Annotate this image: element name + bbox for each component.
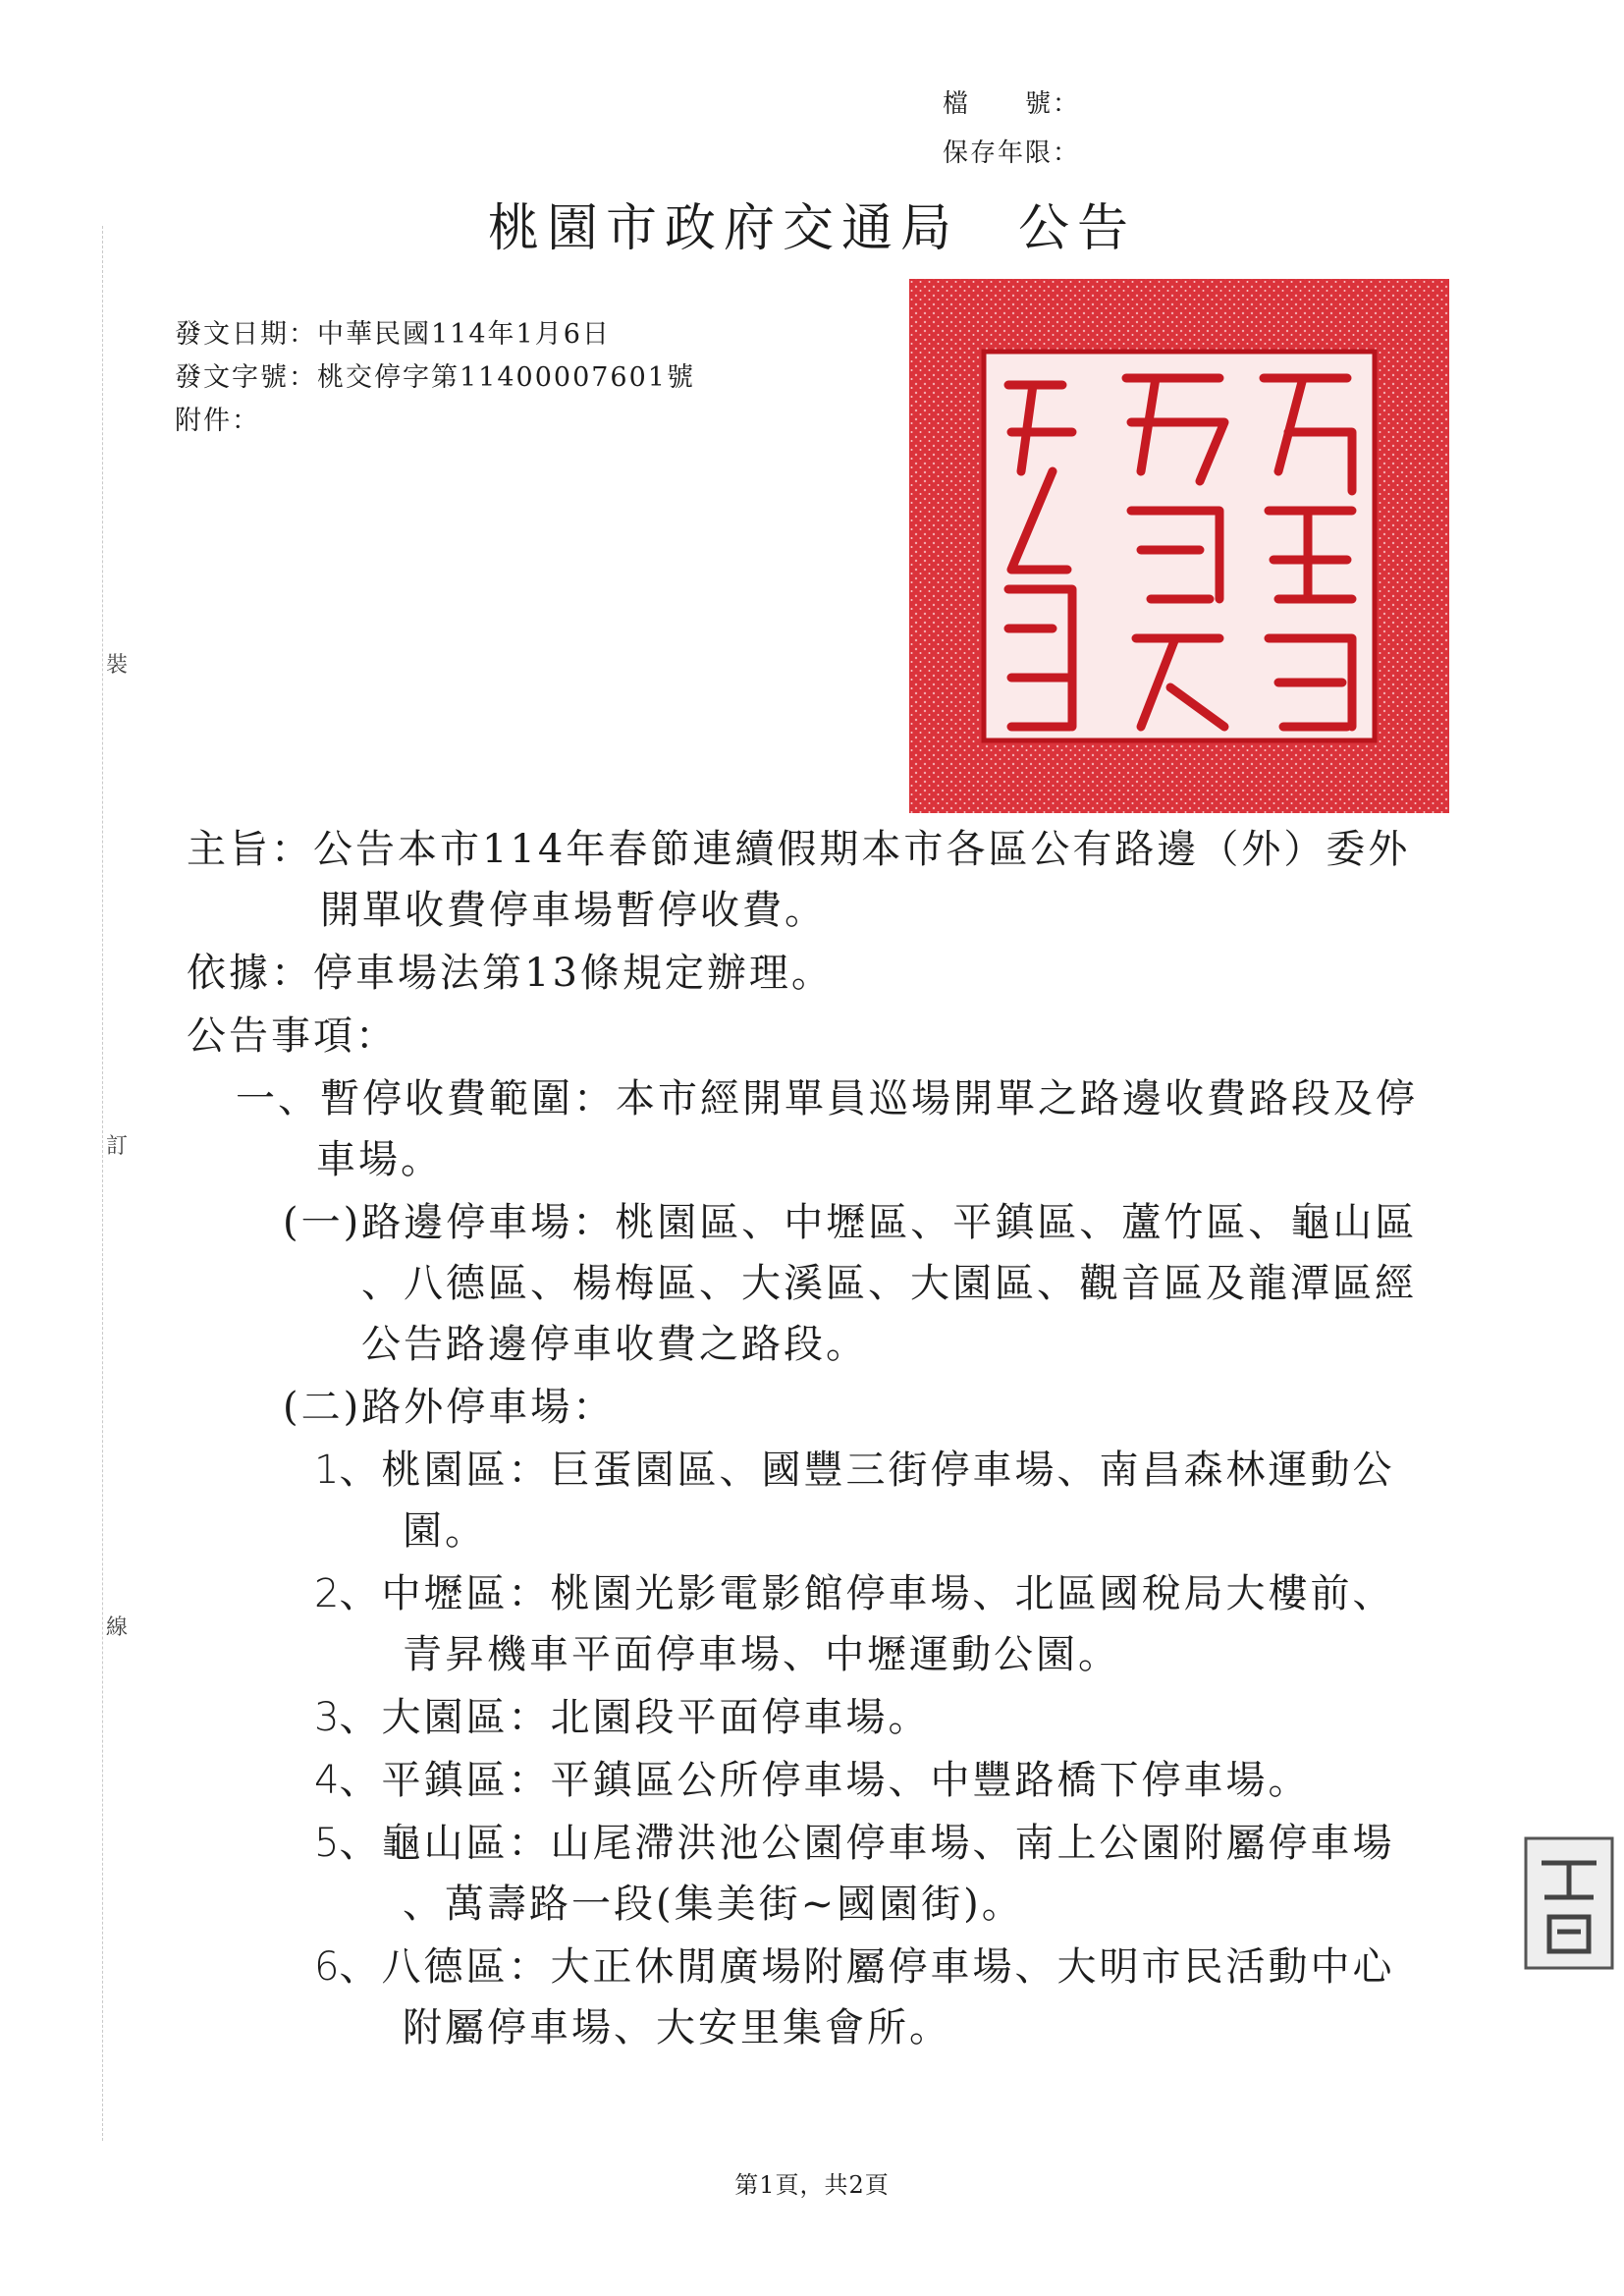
lot-1-line-1 xyxy=(314,1446,1394,1495)
sub-item-2-text-1: 路外停車場： xyxy=(361,1385,616,1430)
lot-4-number: 4 xyxy=(314,1758,340,1803)
lot-1-text-2: 園。 xyxy=(403,1508,487,1554)
binding-guide-line xyxy=(102,226,103,2141)
subject-text-1: 公告本市114年春節連續假期本市各區公有路邊（外）委外 xyxy=(313,827,1411,872)
subject-line-1 xyxy=(187,825,1410,874)
page-number: 第1頁，共2頁 xyxy=(734,2171,890,2199)
binding-mark-line: 線 xyxy=(106,1615,129,1640)
binding-mark-sew: 訂 xyxy=(106,1134,129,1159)
basis-text: 停車場法第13條規定辦理。 xyxy=(313,951,834,996)
item-1-prefix: 一、 xyxy=(236,1076,320,1121)
sub-item-1-text-3: 公告路邊停車收費之路段。 xyxy=(361,1322,868,1367)
sub-item-1-text-2: 、八德區、楊梅區、大溪區、大園區、觀音區及龍潭區經 xyxy=(361,1261,1417,1306)
document-title xyxy=(0,187,1624,260)
lot-4-text-1: 、平鎮區：平鎮區公所停車場、中豐路橋下停車場。 xyxy=(339,1758,1311,1803)
binding-mark-bind: 裝 xyxy=(106,653,129,678)
lot-5-text-2: 、萬壽路一段(集美街~國園街)。 xyxy=(403,1882,1024,1927)
lot-2-line-1 xyxy=(314,1569,1394,1618)
issue-date: 發文日期：中華民國114年1月6日 xyxy=(175,319,611,350)
agency-name: 桃園市政府交通局 xyxy=(487,199,959,258)
issue-number: 發文字號：桃交停字第11400007601號 xyxy=(175,362,695,393)
retention-period-label: 保存年限： xyxy=(943,138,1081,168)
lot-3-text-1: 、大園區：北園段平面停車場。 xyxy=(339,1695,931,1740)
file-number-label: 檔 號： xyxy=(943,89,1081,119)
margin-stamp xyxy=(1520,1829,1618,1976)
lot-5-line-1 xyxy=(314,1819,1394,1868)
lot-6-text-2: 附屬停車場、大安里集會所。 xyxy=(403,2005,951,2050)
sub-item-2-line-1 xyxy=(283,1383,615,1432)
lot-6-text-1: 、八德區：大正休閒廣場附屬停車場、大明市民活動中心 xyxy=(339,1944,1395,1990)
sub-item-2-prefix: (二) xyxy=(283,1385,362,1430)
lot-1-text-1: 、桃園區：巨蛋園區、國豐三街停車場、南昌森林運動公 xyxy=(339,1448,1395,1493)
official-seal xyxy=(905,275,1453,817)
lot-3-number: 3 xyxy=(314,1695,340,1740)
lot-3-line-1 xyxy=(314,1693,930,1742)
sub-item-1-text-1: 路邊停車場：桃園區、中壢區、平鎮區、蘆竹區、龜山區 xyxy=(361,1200,1418,1245)
lot-6-number: 6 xyxy=(314,1944,340,1990)
item-1-text-2: 車場。 xyxy=(316,1137,443,1182)
sub-item-1-line-1 xyxy=(283,1198,1417,1247)
lot-6-line-1 xyxy=(314,1942,1394,1992)
item-1-line-1 xyxy=(236,1074,1418,1123)
lot-4-line-1 xyxy=(314,1756,1310,1805)
document-type: 公告 xyxy=(1018,199,1137,258)
lot-5-text-1: 、龜山區：山尾滯洪池公園停車場、南上公園附屬停車場 xyxy=(339,1821,1395,1866)
subject-text-2: 開單收費停車場暫停收費。 xyxy=(320,888,827,933)
sub-item-1-prefix: (一) xyxy=(283,1200,362,1245)
basis-label: 依據： xyxy=(187,951,313,996)
subject-label: 主旨： xyxy=(187,827,313,872)
lot-2-text-2: 青昇機車平面停車場、中壢運動公園。 xyxy=(403,1632,1120,1677)
lot-2-text-1: 、中壢區：桃園光影電影館停車場、北區國稅局大樓前、 xyxy=(339,1571,1395,1616)
notice-label: 公告事項： xyxy=(187,1013,398,1059)
basis-line xyxy=(187,949,834,998)
lot-2-number: 2 xyxy=(314,1571,340,1616)
lot-5-number: 5 xyxy=(314,1821,340,1866)
lot-1-number: 1 xyxy=(314,1448,340,1493)
item-1-text-1: 暫停收費範圍：本市經開單員巡場開單之路邊收費路段及停 xyxy=(320,1076,1418,1121)
attachment-label: 附件： xyxy=(175,406,260,436)
